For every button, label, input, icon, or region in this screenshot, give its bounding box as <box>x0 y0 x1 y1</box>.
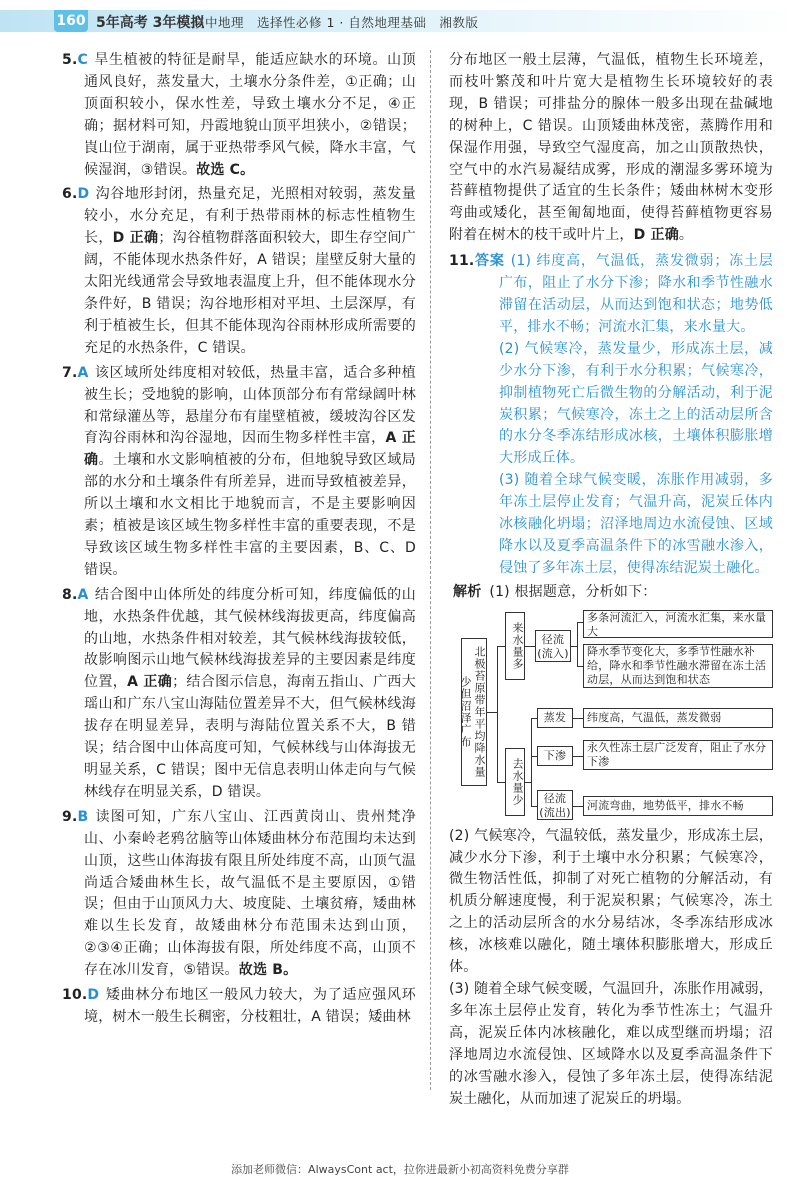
connector <box>573 806 583 807</box>
answer-letter: D <box>77 186 90 203</box>
connector <box>573 718 583 719</box>
diagram-runoff-in-detail-1: 多条河流汇入，河流水汇集，来水量大 <box>583 610 773 638</box>
question-number: 8. <box>62 586 78 603</box>
diagram-evaporation-box: 蒸发 <box>537 708 573 728</box>
question-8 <box>62 585 416 804</box>
question-10-continued <box>449 50 773 247</box>
explanation-text: 结合图中山体所处的纬度分析可知，纬度偏低的山地，水热条件优越，其气候林线海拔更高，纬度偏高的山地，水热条件相对较差，其气候林线海拔较低，故影响图示山地气候林线海拔差异的主要因素是纬度位置， <box>84 586 416 691</box>
answer-part-2: (2) 气候寒冷，蒸发量少，形成冻土层，减少水分下渗，有利于水分积累；气候寒冷，抑制植物死亡后微生物的分解活动，利于泥炭积累；气候寒冷，冻土之上的活动层所含的水分冬季冻结形成冰核，土壤体积膨胀增大形成丘体。 <box>499 340 773 467</box>
diagram-outcome-box: 去水量少 <box>505 748 525 816</box>
question-number: 9. <box>62 808 78 825</box>
diagram-runoff-in-box: 径流(流入) <box>535 630 571 662</box>
page-number: 160 <box>54 10 88 32</box>
question-number: 5. <box>62 52 78 68</box>
answer-block <box>449 251 773 339</box>
explanation-text: 分布地区一般土层薄，气温低，植物生长环境差，而枝叶繁茂和叶片宽大是植物生长环境较好的表现，B 错误；可排盐分的腺体一般多出现在盐碱地的树种上，C 错误。山顶矮曲林茂密，蒸腾作用和保湿作用强，导致空气湿度高，加之山顶散热快，空气中的水汽易凝结成雾，形成的潮湿多雾环境为苔藓植物提供了适宜的生长条件；矮曲林树木变形弯曲或矮化，甚至匍匐地面，使得苔藓植物更容易附着在树木的枝干或叶片上， <box>449 52 773 244</box>
explanation-text: 。 <box>678 227 694 244</box>
explanation-text: 旱生植被的特征是耐旱，能适应缺水的环境。山顶通风良好，蒸发量大，土壤水分条件差，①正确；山顶面积较小，保水性差，导致土壤水分不足，④正确；据材料可知，丹霞地貌山顶平坦狭小，②错误；崀山位于湖南，属于亚热带季风气候，降水丰富，气候湿润，③错误。 <box>84 52 416 178</box>
connector <box>573 756 583 757</box>
explanation-text: 。土壤和水文影响植被的分布，但地貌导致区域局部的水分和土壤条件有所差异，进而导致植被差异，所以土壤和水文相比于地貌而言，不是主要影响因素；植被是该区域生物多样性丰富的重要表现，不是导致该区域生物多样性丰富的主要因素，B、C、D 错误。 <box>84 452 416 578</box>
connector <box>525 646 535 647</box>
connector <box>497 782 505 783</box>
analysis-part-2: (2) 气候寒冷，气温较低，蒸发量少，形成冻土层，减少水分下渗，利于土壤中水分积累；气候寒冷，微生物活性低，抑制了对死亡植物的分解活动，有机质分解速度慢，利于泥炭积累；气候寒冷，冻土之上的活动层所含的水分易结冰，冬季冻结形成冰核，冰核难以融化，随土壤体积膨胀增大，形成丘体。 <box>449 827 773 976</box>
column-divider <box>430 50 431 1090</box>
question-11 <box>449 251 773 1110</box>
question-number: 7. <box>62 364 78 381</box>
explanation-text: 沟谷地形封闭，热量充足，光照相对较弱，蒸发量较小，水分充足，有利于热带雨林的标志性植物生长， <box>84 186 416 247</box>
left-column <box>62 50 416 1032</box>
question-number: 6. <box>62 186 78 203</box>
connector <box>497 646 505 647</box>
question-number: 11. <box>449 253 475 270</box>
question-9 <box>62 807 416 982</box>
explanation-text: 该区域所处纬度相对较低，热量丰富，适合多种植被生长；受地貌的影响，山体顶部分布有常绿阔叶林和常绿灌丛等，悬崖分布有崖壁植被，缓坡沟谷区发育沟谷雨林和沟谷湿地，因而生物多样性丰富， <box>84 364 416 447</box>
answer-letter: A <box>77 364 89 381</box>
answer-letter: D <box>87 987 100 1004</box>
diagram-evaporation-detail: 纬度高，气温低，蒸发微弱 <box>583 708 773 728</box>
question-number: 10. <box>62 987 88 1004</box>
diagram-runoff-out-box: 径流(流出) <box>537 790 573 820</box>
connector <box>531 718 532 806</box>
correct-option: A 正确 <box>127 674 173 691</box>
course-title: 高中地理 选择性必修 1 · 自然地理基础 湘教版 <box>192 15 479 30</box>
diagram-income-box: 来水量多 <box>505 612 525 680</box>
explanation-text: 矮曲林分布地区一般风力较大，为了适应强风环境，树木一般生长稠密，分枝粗壮，A 错误；矮曲林 <box>84 987 416 1025</box>
correct-option: A 正确 <box>84 430 416 469</box>
answer-label: 答案 <box>474 253 505 270</box>
answer-part-3: (3) 随着全球气候变暖，冻胀作用减弱，多年冻土层停止发育；气温升高，泥炭丘体内冰核融化坍塌；沼泽地周边水流侵蚀、区域降水以及夏季高温条件下的冰雪融水渗入，侵蚀了多年冻土层，使得冻结泥炭土融化。 <box>499 472 773 576</box>
correct-option: D 正确 <box>633 227 679 244</box>
final-answer: 故选 C。 <box>196 161 255 178</box>
connector <box>487 712 497 713</box>
analysis-intro-line <box>449 582 773 604</box>
question-7 <box>62 363 416 582</box>
answer-letter: A <box>77 586 89 603</box>
diagram-runoff-out-detail: 河流弯曲，地势低平，排水不畅 <box>583 796 773 816</box>
brand-title: 5年高考 3年模拟 <box>96 15 205 31</box>
analysis-part-3: (3) 随着全球气候变暖，气温回升，冻胀作用减弱，多年冻土层停止发育，转化为季节性冻土；气温升高，泥炭丘体内冰核融化，难以成型继而坍塌；沼泽地周边水流侵蚀、区域降水以及夏季高温条件下的冰雪融水渗入，侵蚀了多年冻土层，使得冻结泥炭土融化，从而加速了泥炭丘的坍塌。 <box>449 981 773 1107</box>
final-answer: 故选 B。 <box>238 962 298 979</box>
connector <box>577 622 578 666</box>
explanation-text: ；沟谷植物群落面积较大，即生存空间广阔，不能体现水热条件好，A 错误；崖壁反射大量的太阳光线通常会导致地表温度上升，但不能体现水分条件好，B 错误；沟谷地形相对平坦、土层深厚，有利于植被生长，但其不能体现沟谷雨林形成所需要的充足的水热条件，C 错误。 <box>84 230 417 356</box>
footer-note: 添加老师微信：AlwaysCont act，拉你进最新小初高资料免费分享群 <box>231 1163 569 1176</box>
answer-part-1: (1) 纬度高，气温低，蒸发微弱；冻土层广布，阻止了水分下渗；降水和季节性融水滞留在活动层，从而达到饱和状态；地势低平，排水不畅；河流水汇集，来水量大。 <box>499 253 773 335</box>
correct-option: D 正确 <box>112 230 159 247</box>
explanation-text: ；结合图示信息，海南五指山、广西大瑶山和广东八宝山海陆位置差异不大，但气候林线海拔存在明显差异，表明与海陆位置关系不大，B 错误；结合图中山体高度可知，气候林线与山体海拔无明显关系，C 错误；图中无信息表明山体走向与气候林线存在明显关系，D 错误。 <box>84 674 416 800</box>
connector <box>497 646 498 782</box>
explanation-text: 读图可知，广东八宝山、江西黄岗山、贵州梵净山、小秦岭老鸦岔脑等山体矮曲林分布范围均未达到山顶，这些山体海拔有限且所处纬度不高，山顶气温尚适合矮曲林生长，故气温低不是主要原因，①错误；但由于山顶风力大、坡度陡、土壤贫瘠，矮曲林难以生长发育，故矮曲林分布范围未达到山顶，②③④正确；山体海拔有限，所处纬度不高，山顶不存在冰川发育，⑤错误。 <box>84 808 416 979</box>
question-5 <box>62 50 416 181</box>
analysis-label: 解析 <box>453 583 482 600</box>
analysis-intro: (1) 根据题意，分析如下： <box>489 583 657 600</box>
right-column <box>449 50 773 1113</box>
diagram-runoff-in-detail-2: 降水季节变化大，多季节性融水补给，降水和季节性融水滞留在冻土活动层，从而达到饱和状态 <box>583 644 773 688</box>
diagram-seepage-detail: 永久性冻土层广泛发育，阻止了水分下渗 <box>583 740 773 770</box>
diagram-seepage-box: 下渗 <box>537 746 573 766</box>
answer-letter: B <box>77 808 89 825</box>
water-balance-diagram <box>449 610 773 820</box>
question-6 <box>62 184 416 359</box>
diagram-root-box: 北极苔原带年平均降水量少但沼泽广布 <box>461 638 487 786</box>
page-header <box>0 0 800 32</box>
answer-letter: C <box>77 52 88 68</box>
question-10 <box>62 985 416 1029</box>
